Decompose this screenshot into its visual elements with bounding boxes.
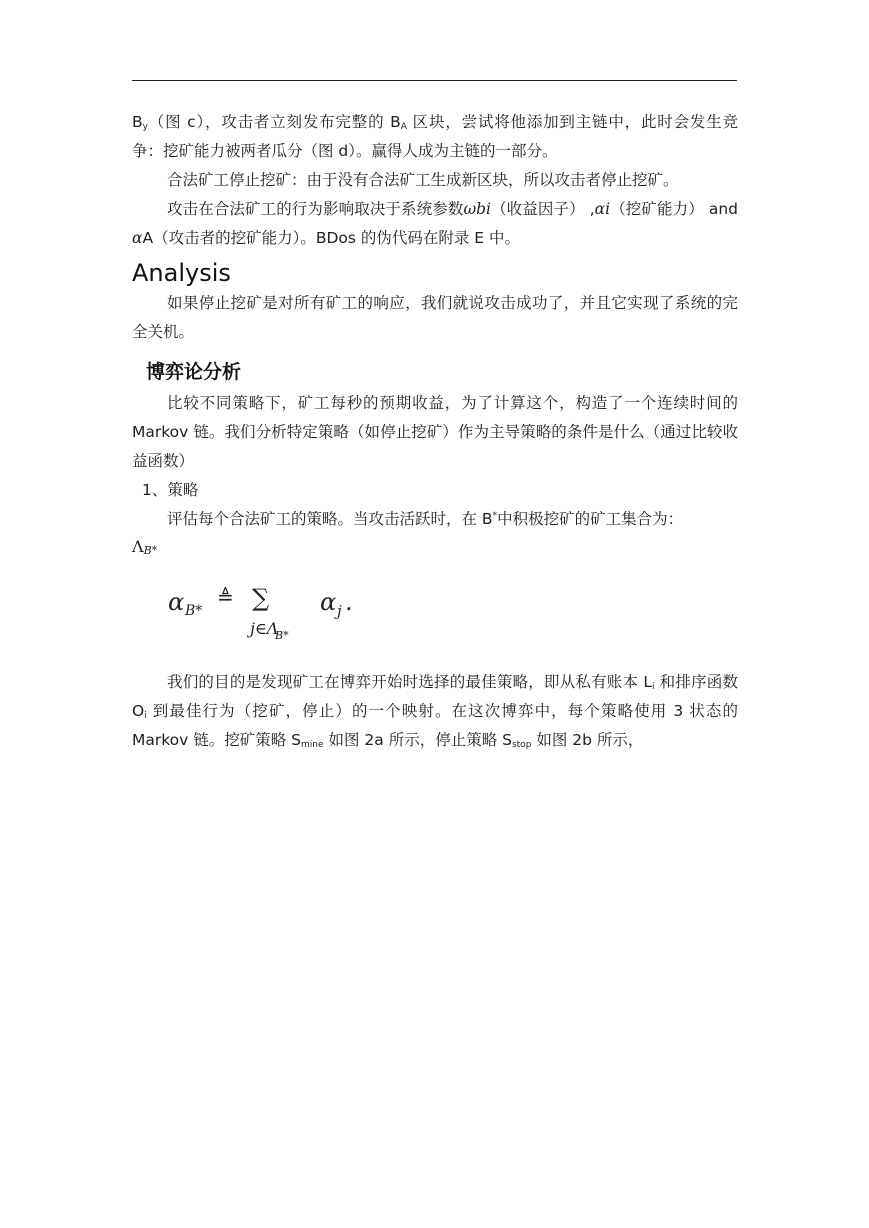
- section-heading-analysis: Analysis: [132, 259, 231, 287]
- text: 评估每个合法矿工的策略。当攻击活跃时，在 B: [167, 510, 493, 528]
- text: （收益因子）: [490, 200, 585, 218]
- subscript: i: [144, 711, 147, 721]
- superscript: *: [492, 511, 498, 521]
- subscript: stop: [511, 740, 532, 750]
- formula-sum-symbol: ∑: [252, 584, 270, 612]
- subscript: mine: [301, 740, 324, 750]
- text: 到最佳行为（挖矿，停止）的一个映射。在这次博弈中，每个策略使用 3 状态的 Markov 链。挖矿策略 S: [132, 702, 738, 749]
- lambda-symbol: [132, 534, 738, 560]
- paragraph-5: 比较不同策略下，矿工每秒的预期收益，为了计算这个，构造了一个连续时间的 Markov 链。我们分析特定策略（如停止挖矿）作为主导策略的条件是什么（通过比较收益函数）: [132, 394, 738, 470]
- formula-lhs: α: [168, 588, 185, 616]
- text: 中积极挖矿的矿工集合为：: [497, 510, 684, 528]
- subscript: i: [652, 682, 655, 692]
- text: 和排序函数 O: [132, 673, 738, 720]
- lambda-subscript: B*: [143, 544, 158, 557]
- paragraph-1: [132, 108, 738, 166]
- math-alpha: α: [132, 229, 143, 247]
- paragraph-4: 如果停止挖矿是对所有矿工的响应，我们就说攻击成功了，并且它实现了系统的完全关机。: [132, 294, 738, 341]
- math-alpha-i: αi: [594, 200, 611, 218]
- document-body: [132, 108, 738, 755]
- formula-sum-under: j∈Λ: [250, 619, 279, 638]
- lambda-glyph: Λ: [132, 537, 144, 556]
- formula-svg: [168, 578, 398, 648]
- subscript: A: [400, 122, 407, 132]
- text: 我们的目的是发现矿工在博弈开始时选择的最佳策略，即从私有账本 L: [167, 673, 652, 691]
- formula-dot: .: [345, 588, 353, 616]
- math-omega: ωbi: [463, 200, 491, 218]
- text: （图 c），攻击者立刻发布完整的 B: [147, 113, 401, 131]
- section-heading-game-theory: 博弈论分析: [146, 361, 242, 383]
- paragraph-3: 攻击在合法矿工的行为影响取决于系统参数ωbi（收益因子） ,αi（挖矿能力） and αA（攻击者的挖矿能力）。BDos 的伪代码在附录 E 中。: [132, 200, 738, 247]
- formula-sum-under-sub: B*: [275, 629, 289, 642]
- text: A（攻击者的挖矿能力）。BDos 的伪代码在附录 E 中。: [142, 229, 521, 247]
- formula-rhs-sub: j: [337, 602, 342, 620]
- paragraph-7: [132, 668, 738, 755]
- formula-lhs-sub: B*: [185, 603, 203, 619]
- text: 如图 2a 所示，停止策略 S: [323, 731, 512, 749]
- paragraph-6: [132, 505, 738, 534]
- text: 攻击在合法矿工的行为影响取决于系统参数: [167, 200, 464, 218]
- paragraph-2: 合法矿工停止挖矿：由于没有合法矿工生成新区块，所以攻击者停止挖矿。: [167, 171, 679, 189]
- text: （挖矿能力） and: [610, 200, 738, 218]
- list-item-strategy: 1、策略: [142, 481, 199, 499]
- subscript: y: [142, 122, 148, 132]
- text: 区块，尝试将他添加到主链中，此时会发生竞争：挖矿能力被两者瓜分（图 d）。赢得人成为主链的一部分。: [132, 113, 739, 160]
- formula-rhs: α: [320, 588, 337, 616]
- formula-alpha-sum: [168, 578, 738, 648]
- header-rule: [132, 80, 737, 81]
- text: B: [132, 113, 143, 131]
- formula-def-symbol: ≜: [217, 585, 234, 609]
- text: 如图 2b 所示，: [531, 731, 644, 749]
